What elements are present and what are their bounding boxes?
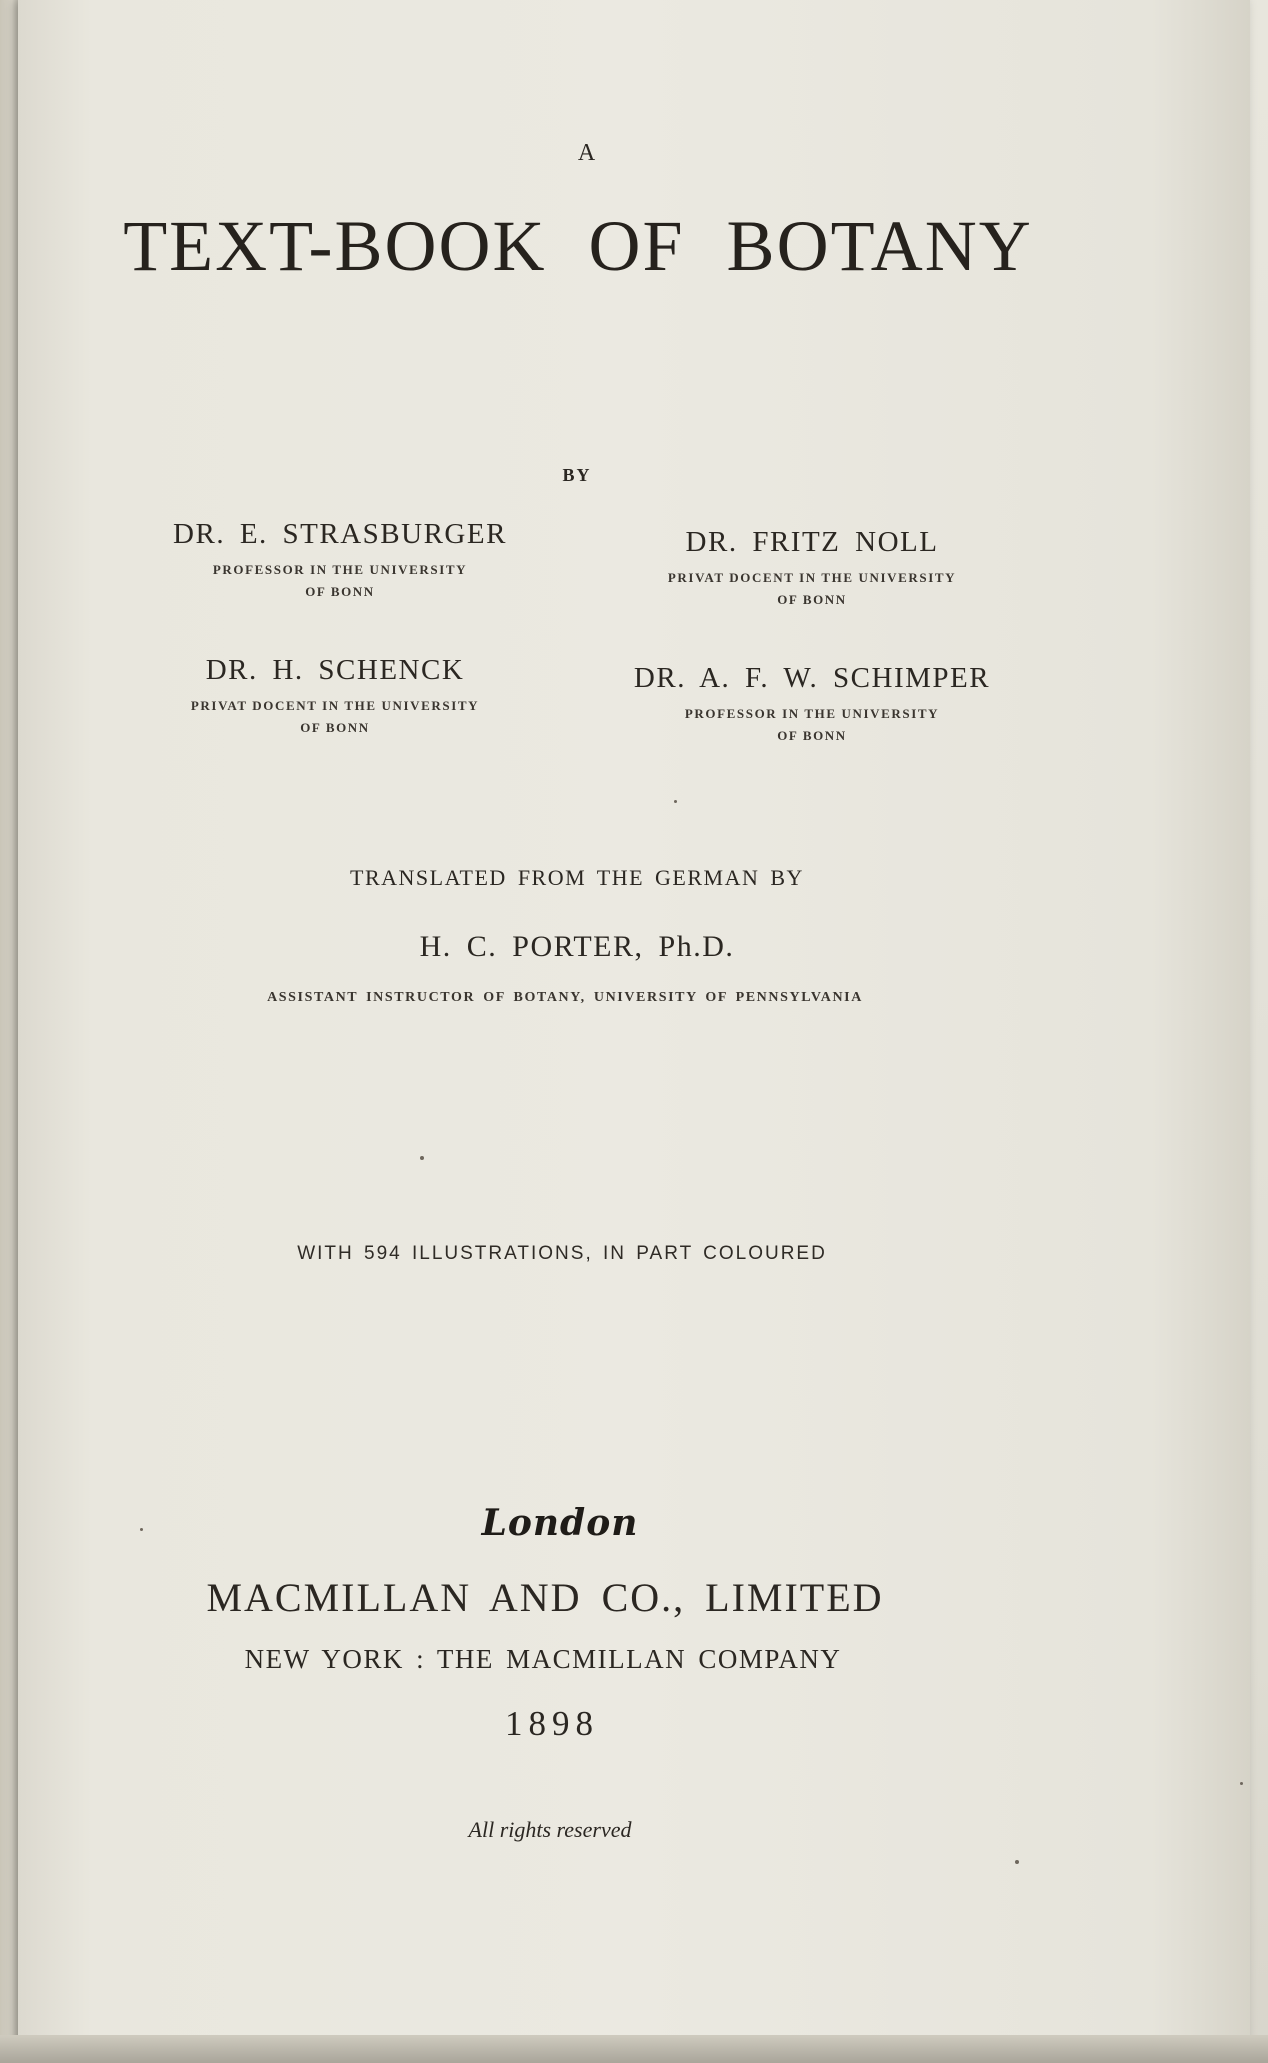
- by-label: BY: [562, 465, 592, 485]
- author-name: DR. A. F. W. SCHIMPER: [633, 662, 991, 694]
- author-affiliation: PROFESSOR IN THE UNIVERSITY: [684, 706, 940, 721]
- publisher-name: MACMILLAN AND CO., LIMITED: [206, 1575, 884, 1620]
- author-schenck: [75, 654, 595, 739]
- paper-speck: [1240, 1782, 1243, 1785]
- book-title: TEXT-BOOK OF BOTANY: [123, 206, 1033, 286]
- author-affiliation: OF BONN: [777, 728, 847, 743]
- author-name: DR. E. STRASBURGER: [173, 518, 507, 550]
- translator-affiliation: ASSISTANT INSTRUCTOR OF BOTANY, UNIVERSITY OF PENNSYLVANIA: [267, 990, 863, 1005]
- page-bottom-edge: [0, 2035, 1268, 2063]
- publication-year: 1898: [505, 1704, 599, 1743]
- paper-speck: [1015, 1860, 1019, 1864]
- rights-notice: All rights reserved: [468, 1817, 632, 1842]
- author-affiliation: OF BONN: [300, 720, 370, 735]
- author-name: DR. FRITZ NOLL: [685, 526, 939, 558]
- paper-speck: [140, 1528, 143, 1531]
- publisher-us: NEW YORK : THE MACMILLAN COMPANY: [244, 1644, 842, 1674]
- author-affiliation: PROFESSOR IN THE UNIVERSITY: [212, 562, 468, 577]
- author-strasburger: [80, 518, 600, 603]
- paper-speck: [674, 800, 677, 803]
- author-affiliation: OF BONN: [305, 584, 375, 599]
- title-article: A: [577, 140, 597, 166]
- author-schimper: [552, 662, 1072, 747]
- translated-by-label: TRANSLATED FROM THE GERMAN BY: [350, 865, 804, 890]
- author-name: DR. H. SCHENCK: [205, 654, 465, 686]
- title-page-leaf: [18, 0, 1250, 2063]
- paper-speck: [420, 1156, 424, 1160]
- previous-page-edge: [0, 0, 20, 2063]
- author-affiliation: OF BONN: [777, 592, 847, 607]
- author-affiliation: PRIVAT DOCENT IN THE UNIVERSITY: [190, 698, 480, 713]
- author-noll: [552, 526, 1072, 611]
- translator-name: H. C. PORTER, Ph.D.: [419, 930, 735, 963]
- author-affiliation: PRIVAT DOCENT IN THE UNIVERSITY: [667, 570, 957, 585]
- illustrations-note: WITH 594 ILLUSTRATIONS, IN PART COLOURED: [297, 1243, 827, 1264]
- publisher-city: London: [481, 1502, 639, 1544]
